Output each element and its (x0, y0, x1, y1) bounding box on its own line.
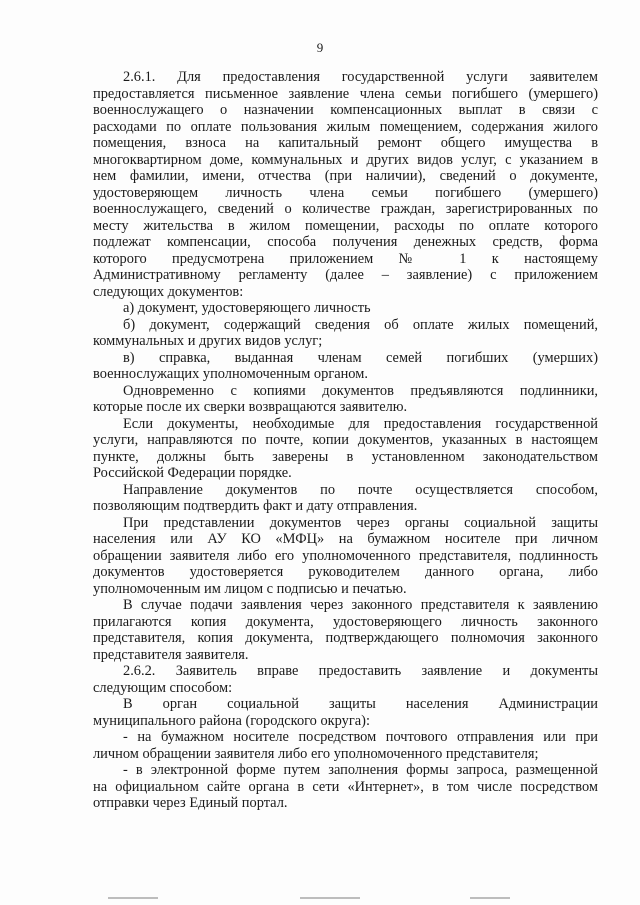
text-line: представителя, копия документа, подтверждающего полномочия законного (93, 630, 598, 646)
paragraph-p9 (93, 597, 598, 663)
text-line: военнослужащих уполномоченным органом. (93, 366, 368, 382)
text-line: а) документ, удостоверяющего личность (123, 300, 371, 316)
text-line: При представлении документов через органы социальной защиты (123, 514, 598, 531)
text-line: военнослужащего, сведений о количестве граждан, зарегистрированных по (93, 201, 598, 217)
paragraph-p11 (93, 696, 598, 729)
paragraph-p6 (93, 416, 598, 482)
text-line: В случае подачи заявления через законного представителя к заявлению (123, 597, 598, 613)
text-line: следующим способом: (93, 679, 233, 696)
text-line: документов удостоверяется руководителем данного органа, либо (93, 564, 598, 580)
text-line: военнослужащего о назначении компенсационных выплат в связи с (93, 102, 598, 118)
text-line: представителя заявителя. (93, 646, 249, 663)
scan-artifact (108, 897, 158, 899)
paragraph-p2 (93, 300, 598, 317)
text-line: расходами по оплате пользования жилым помещением, содержания жилого (93, 118, 598, 135)
text-line: удостоверяющем личность члена семьи погибшего (умершего) (93, 184, 598, 201)
text-line: Направление документов по почте осуществляется способом, (123, 481, 598, 498)
text-line: в) справка, выданная членам семей погибших (умерших) (123, 349, 598, 366)
text-line: месту жительства в жилом помещении, расходы по оплате которого (93, 217, 598, 234)
text-line: - в электронной форме путем заполнения формы запроса, размещенной (123, 762, 598, 778)
text-line: позволяющим подтвердить факт и дату отправления. (93, 498, 418, 514)
text-line: б) документ, содержащий сведения об оплате жилых помещений, (123, 316, 598, 333)
text-line: которого предусмотрена приложением № 1 к настоящему (93, 250, 598, 267)
text-line: муниципального района (городского округа): (93, 712, 370, 729)
text-line: пункте, должны быть заверены в установленном законодательством (93, 448, 598, 465)
text-line: прилагаются копия документа, удостоверяющего личность законного (93, 613, 598, 630)
page-number: 9 (316, 40, 324, 55)
text-line: Административному регламенту (далее – заявление) с приложением (93, 267, 598, 283)
text-line: - на бумажном носителе посредством почтового отправления или при (123, 729, 598, 745)
text-line: которые после их сверки возвращаются заявителю. (93, 399, 408, 415)
text-line: предоставляется письменное заявление члена семьи погибшего (умершего) (93, 85, 598, 102)
text-line: нем фамилии, имени, отчества (при наличии), сведений о документе, (93, 168, 598, 184)
text-line: В орган социальной защиты населения Администрации (123, 696, 598, 712)
text-line: уполномоченным им лицом с подписью и печатью. (93, 580, 407, 597)
text-line: следующих документов: (93, 283, 244, 300)
paragraph-p8 (93, 515, 598, 598)
text-line: помещения, взноса на капитальный ремонт общего имущества в (93, 135, 598, 151)
text-line: 2.6.2. Заявитель вправе предоставить заявление и документы (123, 663, 598, 679)
paragraph-p4 (93, 350, 598, 383)
paragraph-p13 (93, 762, 598, 812)
scan-artifact (300, 897, 360, 899)
text-line: 2.6.1. Для предоставления государственной услуги заявителем (123, 69, 598, 85)
paragraph-p12 (93, 729, 598, 762)
text-line: отправки через Единый портал. (93, 795, 288, 811)
paragraph-p7 (93, 482, 598, 515)
text-line: на официальном сайте органа в сети «Интернет», в том числе посредством (93, 778, 598, 795)
text-line: коммунальных и других видов услуг; (93, 333, 323, 349)
text-line: личном обращении заявителя либо его уполномоченного представителя; (93, 745, 539, 762)
text-line: Одновременно с копиями документов предъявляются подлинники, (123, 382, 598, 399)
text-line: многоквартирном доме, коммунальных и других видов услуг, с указанием в (93, 151, 598, 168)
document-body (93, 69, 598, 812)
text-line: Российской Федерации порядке. (93, 465, 292, 481)
text-line: обращении заявителя либо его уполномоченного представителя, подлинность (93, 547, 598, 564)
text-line: подлежат компенсации, способа получения денежных средств, форма (93, 234, 598, 250)
paragraph-p1 (93, 69, 598, 300)
text-line: населения или АУ КО «МФЦ» на бумажном носителе при личном (93, 531, 598, 547)
text-line: Если документы, необходимые для предоставления государственной (123, 415, 598, 432)
scan-artifact (470, 897, 510, 899)
paragraph-p3 (93, 317, 598, 350)
paragraph-p5 (93, 383, 598, 416)
paragraph-p10 (93, 663, 598, 696)
text-line: услуги, направляются по почте, копии документов, указанных в настоящем (93, 432, 598, 448)
